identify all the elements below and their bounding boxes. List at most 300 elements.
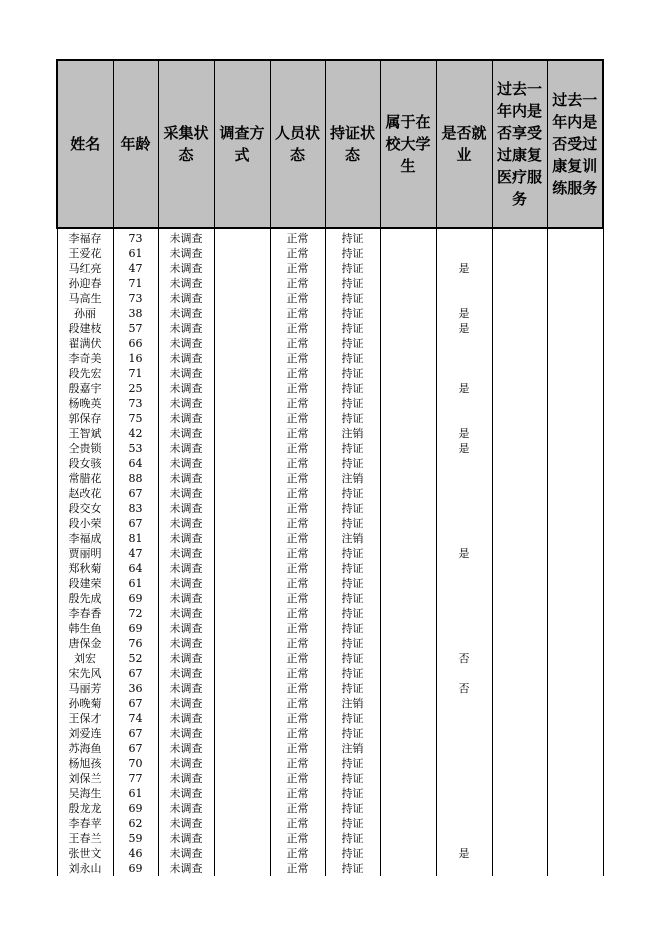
cell-person-status[interactable]: 正常: [270, 771, 325, 786]
cell-collection-status[interactable]: 未调查: [158, 561, 214, 576]
cell-employed[interactable]: [436, 621, 492, 636]
cell-collection-status[interactable]: 未调查: [158, 471, 214, 486]
cell-collection-status[interactable]: 未调查: [158, 591, 214, 606]
cell-rehab-training[interactable]: [547, 441, 603, 456]
cell-age[interactable]: 67: [113, 696, 158, 711]
cell-college-student[interactable]: [380, 576, 436, 591]
cell-collection-status[interactable]: 未调查: [158, 366, 214, 381]
cell-certificate-status[interactable]: 持证: [325, 351, 380, 366]
cell-person-status[interactable]: 正常: [270, 441, 325, 456]
cell-rehab-medical[interactable]: [492, 531, 547, 546]
cell-survey-method[interactable]: [214, 276, 270, 291]
cell-collection-status[interactable]: 未调查: [158, 501, 214, 516]
cell-survey-method[interactable]: [214, 771, 270, 786]
cell-rehab-medical[interactable]: [492, 591, 547, 606]
cell-employed[interactable]: [436, 741, 492, 756]
cell-age[interactable]: 88: [113, 471, 158, 486]
cell-employed[interactable]: 是: [436, 546, 492, 561]
cell-employed[interactable]: [436, 471, 492, 486]
cell-college-student[interactable]: [380, 306, 436, 321]
cell-certificate-status[interactable]: 持证: [325, 261, 380, 276]
cell-college-student[interactable]: [380, 546, 436, 561]
cell-rehab-medical[interactable]: [492, 816, 547, 831]
cell-name[interactable]: 李福成: [57, 531, 113, 546]
cell-certificate-status[interactable]: 持证: [325, 486, 380, 501]
cell-rehab-medical[interactable]: [492, 861, 547, 876]
cell-rehab-training[interactable]: [547, 246, 603, 261]
cell-college-student[interactable]: [380, 636, 436, 651]
cell-rehab-medical[interactable]: [492, 456, 547, 471]
cell-person-status[interactable]: 正常: [270, 561, 325, 576]
cell-name[interactable]: 段女骇: [57, 456, 113, 471]
cell-name[interactable]: 段先宏: [57, 366, 113, 381]
cell-age[interactable]: 61: [113, 246, 158, 261]
cell-survey-method[interactable]: [214, 621, 270, 636]
cell-college-student[interactable]: [380, 606, 436, 621]
cell-name[interactable]: 常腊花: [57, 471, 113, 486]
cell-college-student[interactable]: [380, 561, 436, 576]
cell-rehab-medical[interactable]: [492, 396, 547, 411]
cell-collection-status[interactable]: 未调查: [158, 456, 214, 471]
cell-employed[interactable]: [436, 666, 492, 681]
cell-survey-method[interactable]: [214, 636, 270, 651]
cell-rehab-medical[interactable]: [492, 786, 547, 801]
cell-survey-method[interactable]: [214, 291, 270, 306]
cell-employed[interactable]: [436, 861, 492, 876]
cell-collection-status[interactable]: 未调查: [158, 246, 214, 261]
cell-certificate-status[interactable]: 持证: [325, 291, 380, 306]
cell-rehab-training[interactable]: [547, 606, 603, 621]
cell-rehab-training[interactable]: [547, 486, 603, 501]
cell-college-student[interactable]: [380, 726, 436, 741]
cell-collection-status[interactable]: 未调查: [158, 426, 214, 441]
cell-person-status[interactable]: 正常: [270, 516, 325, 531]
cell-collection-status[interactable]: 未调查: [158, 516, 214, 531]
cell-collection-status[interactable]: 未调查: [158, 846, 214, 861]
cell-rehab-training[interactable]: [547, 396, 603, 411]
cell-college-student[interactable]: [380, 591, 436, 606]
cell-collection-status[interactable]: 未调查: [158, 711, 214, 726]
cell-employed[interactable]: 否: [436, 651, 492, 666]
cell-collection-status[interactable]: 未调查: [158, 351, 214, 366]
cell-rehab-training[interactable]: [547, 696, 603, 711]
cell-person-status[interactable]: 正常: [270, 666, 325, 681]
header-rehab-training[interactable]: 过去一年内是否受过康复训练服务: [547, 60, 603, 228]
cell-rehab-medical[interactable]: [492, 471, 547, 486]
cell-survey-method[interactable]: [214, 231, 270, 246]
cell-college-student[interactable]: [380, 831, 436, 846]
cell-certificate-status[interactable]: 持证: [325, 441, 380, 456]
cell-college-student[interactable]: [380, 366, 436, 381]
cell-college-student[interactable]: [380, 381, 436, 396]
cell-rehab-medical[interactable]: [492, 846, 547, 861]
cell-college-student[interactable]: [380, 456, 436, 471]
cell-person-status[interactable]: 正常: [270, 411, 325, 426]
cell-name[interactable]: 马高生: [57, 291, 113, 306]
cell-college-student[interactable]: [380, 531, 436, 546]
cell-survey-method[interactable]: [214, 711, 270, 726]
cell-person-status[interactable]: 正常: [270, 726, 325, 741]
cell-college-student[interactable]: [380, 681, 436, 696]
cell-name[interactable]: 杨晚英: [57, 396, 113, 411]
cell-age[interactable]: 73: [113, 231, 158, 246]
cell-rehab-medical[interactable]: [492, 351, 547, 366]
cell-age[interactable]: 66: [113, 336, 158, 351]
cell-college-student[interactable]: [380, 816, 436, 831]
cell-employed[interactable]: [436, 576, 492, 591]
cell-survey-method[interactable]: [214, 366, 270, 381]
cell-rehab-training[interactable]: [547, 381, 603, 396]
cell-employed[interactable]: [436, 351, 492, 366]
cell-rehab-medical[interactable]: [492, 366, 547, 381]
cell-rehab-training[interactable]: [547, 336, 603, 351]
cell-certificate-status[interactable]: 持证: [325, 816, 380, 831]
cell-rehab-training[interactable]: [547, 786, 603, 801]
cell-survey-method[interactable]: [214, 396, 270, 411]
cell-person-status[interactable]: 正常: [270, 396, 325, 411]
cell-employed[interactable]: [436, 636, 492, 651]
cell-collection-status[interactable]: 未调查: [158, 696, 214, 711]
cell-rehab-medical[interactable]: [492, 486, 547, 501]
cell-age[interactable]: 69: [113, 621, 158, 636]
cell-name[interactable]: 殷先成: [57, 591, 113, 606]
cell-collection-status[interactable]: 未调查: [158, 531, 214, 546]
cell-age[interactable]: 67: [113, 741, 158, 756]
cell-certificate-status[interactable]: 持证: [325, 651, 380, 666]
cell-person-status[interactable]: 正常: [270, 696, 325, 711]
cell-name[interactable]: 王智斌: [57, 426, 113, 441]
cell-name[interactable]: 郭保存: [57, 411, 113, 426]
cell-collection-status[interactable]: 未调查: [158, 396, 214, 411]
cell-name[interactable]: 吴海生: [57, 786, 113, 801]
cell-survey-method[interactable]: [214, 576, 270, 591]
cell-name[interactable]: 唐保金: [57, 636, 113, 651]
cell-college-student[interactable]: [380, 426, 436, 441]
cell-employed[interactable]: [436, 366, 492, 381]
cell-name[interactable]: 张世文: [57, 846, 113, 861]
cell-rehab-medical[interactable]: [492, 576, 547, 591]
cell-person-status[interactable]: 正常: [270, 501, 325, 516]
cell-age[interactable]: 67: [113, 486, 158, 501]
cell-certificate-status[interactable]: 注销: [325, 696, 380, 711]
cell-employed[interactable]: [436, 606, 492, 621]
cell-employed[interactable]: [436, 486, 492, 501]
cell-rehab-training[interactable]: [547, 411, 603, 426]
cell-survey-method[interactable]: [214, 606, 270, 621]
cell-certificate-status[interactable]: 持证: [325, 771, 380, 786]
cell-person-status[interactable]: 正常: [270, 816, 325, 831]
cell-person-status[interactable]: 正常: [270, 426, 325, 441]
cell-age[interactable]: 71: [113, 276, 158, 291]
cell-rehab-medical[interactable]: [492, 231, 547, 246]
cell-certificate-status[interactable]: 持证: [325, 576, 380, 591]
cell-rehab-medical[interactable]: [492, 741, 547, 756]
cell-rehab-training[interactable]: [547, 351, 603, 366]
cell-collection-status[interactable]: 未调查: [158, 606, 214, 621]
cell-rehab-medical[interactable]: [492, 246, 547, 261]
cell-rehab-medical[interactable]: [492, 546, 547, 561]
cell-certificate-status[interactable]: 持证: [325, 726, 380, 741]
cell-college-student[interactable]: [380, 756, 436, 771]
cell-rehab-training[interactable]: [547, 666, 603, 681]
cell-survey-method[interactable]: [214, 666, 270, 681]
cell-person-status[interactable]: 正常: [270, 576, 325, 591]
cell-name[interactable]: 李奇美: [57, 351, 113, 366]
cell-certificate-status[interactable]: 持证: [325, 276, 380, 291]
cell-person-status[interactable]: 正常: [270, 381, 325, 396]
cell-collection-status[interactable]: 未调查: [158, 771, 214, 786]
cell-rehab-training[interactable]: [547, 801, 603, 816]
cell-survey-method[interactable]: [214, 846, 270, 861]
cell-age[interactable]: 71: [113, 366, 158, 381]
cell-college-student[interactable]: [380, 516, 436, 531]
cell-collection-status[interactable]: 未调查: [158, 381, 214, 396]
cell-rehab-medical[interactable]: [492, 321, 547, 336]
cell-collection-status[interactable]: 未调查: [158, 231, 214, 246]
cell-employed[interactable]: [436, 771, 492, 786]
cell-person-status[interactable]: 正常: [270, 801, 325, 816]
cell-name[interactable]: 刘爱连: [57, 726, 113, 741]
cell-age[interactable]: 61: [113, 576, 158, 591]
cell-college-student[interactable]: [380, 666, 436, 681]
cell-rehab-training[interactable]: [547, 591, 603, 606]
cell-age[interactable]: 69: [113, 591, 158, 606]
cell-employed[interactable]: [436, 711, 492, 726]
cell-collection-status[interactable]: 未调查: [158, 861, 214, 876]
cell-survey-method[interactable]: [214, 726, 270, 741]
cell-age[interactable]: 70: [113, 756, 158, 771]
cell-college-student[interactable]: [380, 276, 436, 291]
cell-collection-status[interactable]: 未调查: [158, 666, 214, 681]
cell-certificate-status[interactable]: 持证: [325, 321, 380, 336]
cell-name[interactable]: 王春兰: [57, 831, 113, 846]
cell-survey-method[interactable]: [214, 516, 270, 531]
cell-rehab-training[interactable]: [547, 501, 603, 516]
cell-age[interactable]: 57: [113, 321, 158, 336]
cell-employed[interactable]: 是: [436, 426, 492, 441]
cell-college-student[interactable]: [380, 801, 436, 816]
cell-certificate-status[interactable]: 持证: [325, 336, 380, 351]
cell-rehab-medical[interactable]: [492, 276, 547, 291]
cell-survey-method[interactable]: [214, 456, 270, 471]
cell-name[interactable]: 刘宏: [57, 651, 113, 666]
cell-age[interactable]: 64: [113, 456, 158, 471]
cell-person-status[interactable]: 正常: [270, 486, 325, 501]
cell-rehab-medical[interactable]: [492, 516, 547, 531]
cell-survey-method[interactable]: [214, 486, 270, 501]
cell-certificate-status[interactable]: 持证: [325, 636, 380, 651]
cell-rehab-training[interactable]: [547, 846, 603, 861]
header-name[interactable]: 姓名: [57, 60, 113, 228]
cell-rehab-training[interactable]: [547, 816, 603, 831]
cell-collection-status[interactable]: 未调查: [158, 756, 214, 771]
cell-certificate-status[interactable]: 持证: [325, 786, 380, 801]
cell-rehab-medical[interactable]: [492, 261, 547, 276]
cell-collection-status[interactable]: 未调查: [158, 636, 214, 651]
cell-college-student[interactable]: [380, 231, 436, 246]
cell-college-student[interactable]: [380, 411, 436, 426]
cell-name[interactable]: 孙丽: [57, 306, 113, 321]
cell-survey-method[interactable]: [214, 786, 270, 801]
cell-rehab-medical[interactable]: [492, 411, 547, 426]
cell-collection-status[interactable]: 未调查: [158, 651, 214, 666]
cell-name[interactable]: 杨旭孩: [57, 756, 113, 771]
header-college-student[interactable]: 属于在校大学生: [380, 60, 436, 228]
cell-age[interactable]: 73: [113, 291, 158, 306]
cell-collection-status[interactable]: 未调查: [158, 816, 214, 831]
cell-name[interactable]: 段建枝: [57, 321, 113, 336]
cell-name[interactable]: 段交女: [57, 501, 113, 516]
cell-rehab-medical[interactable]: [492, 306, 547, 321]
cell-age[interactable]: 72: [113, 606, 158, 621]
cell-certificate-status[interactable]: 注销: [325, 471, 380, 486]
cell-rehab-medical[interactable]: [492, 426, 547, 441]
cell-certificate-status[interactable]: 持证: [325, 666, 380, 681]
cell-certificate-status[interactable]: 持证: [325, 366, 380, 381]
cell-survey-method[interactable]: [214, 756, 270, 771]
header-survey-method[interactable]: 调查方式: [214, 60, 270, 228]
cell-survey-method[interactable]: [214, 531, 270, 546]
cell-name[interactable]: 孙晚菊: [57, 696, 113, 711]
cell-rehab-medical[interactable]: [492, 561, 547, 576]
cell-survey-method[interactable]: [214, 321, 270, 336]
cell-collection-status[interactable]: 未调查: [158, 321, 214, 336]
cell-certificate-status[interactable]: 持证: [325, 681, 380, 696]
cell-college-student[interactable]: [380, 846, 436, 861]
cell-name[interactable]: 殷嘉宇: [57, 381, 113, 396]
cell-name[interactable]: 李春苹: [57, 816, 113, 831]
cell-person-status[interactable]: 正常: [270, 711, 325, 726]
cell-person-status[interactable]: 正常: [270, 336, 325, 351]
cell-rehab-training[interactable]: [547, 276, 603, 291]
cell-employed[interactable]: [436, 396, 492, 411]
cell-name[interactable]: 段建荣: [57, 576, 113, 591]
cell-certificate-status[interactable]: 持证: [325, 561, 380, 576]
cell-person-status[interactable]: 正常: [270, 291, 325, 306]
cell-certificate-status[interactable]: 持证: [325, 801, 380, 816]
cell-name[interactable]: 刘保兰: [57, 771, 113, 786]
cell-age[interactable]: 38: [113, 306, 158, 321]
cell-survey-method[interactable]: [214, 471, 270, 486]
cell-employed[interactable]: 是: [436, 261, 492, 276]
cell-rehab-medical[interactable]: [492, 831, 547, 846]
cell-employed[interactable]: [436, 756, 492, 771]
cell-survey-method[interactable]: [214, 306, 270, 321]
cell-rehab-training[interactable]: [547, 861, 603, 876]
header-collection-status[interactable]: 采集状态: [158, 60, 214, 228]
cell-certificate-status[interactable]: 持证: [325, 501, 380, 516]
cell-age[interactable]: 67: [113, 666, 158, 681]
cell-certificate-status[interactable]: 持证: [325, 411, 380, 426]
cell-employed[interactable]: [436, 276, 492, 291]
cell-college-student[interactable]: [380, 321, 436, 336]
cell-person-status[interactable]: 正常: [270, 231, 325, 246]
cell-name[interactable]: 马红亮: [57, 261, 113, 276]
cell-person-status[interactable]: 正常: [270, 456, 325, 471]
cell-employed[interactable]: [436, 816, 492, 831]
cell-person-status[interactable]: 正常: [270, 246, 325, 261]
cell-person-status[interactable]: 正常: [270, 471, 325, 486]
cell-college-student[interactable]: [380, 771, 436, 786]
cell-name[interactable]: 仝贵锁: [57, 441, 113, 456]
cell-certificate-status[interactable]: 注销: [325, 426, 380, 441]
cell-rehab-medical[interactable]: [492, 441, 547, 456]
cell-person-status[interactable]: 正常: [270, 261, 325, 276]
cell-rehab-medical[interactable]: [492, 666, 547, 681]
cell-rehab-training[interactable]: [547, 741, 603, 756]
cell-rehab-training[interactable]: [547, 516, 603, 531]
cell-rehab-training[interactable]: [547, 561, 603, 576]
cell-rehab-training[interactable]: [547, 756, 603, 771]
cell-rehab-training[interactable]: [547, 651, 603, 666]
cell-name[interactable]: 王爱花: [57, 246, 113, 261]
cell-collection-status[interactable]: 未调查: [158, 411, 214, 426]
cell-age[interactable]: 75: [113, 411, 158, 426]
cell-name[interactable]: 苏海鱼: [57, 741, 113, 756]
cell-rehab-training[interactable]: [547, 636, 603, 651]
cell-person-status[interactable]: 正常: [270, 651, 325, 666]
cell-certificate-status[interactable]: 注销: [325, 531, 380, 546]
cell-certificate-status[interactable]: 持证: [325, 861, 380, 876]
cell-person-status[interactable]: 正常: [270, 591, 325, 606]
cell-survey-method[interactable]: [214, 831, 270, 846]
cell-employed[interactable]: [436, 801, 492, 816]
cell-age[interactable]: 25: [113, 381, 158, 396]
cell-college-student[interactable]: [380, 696, 436, 711]
cell-employed[interactable]: 是: [436, 441, 492, 456]
header-person-status[interactable]: 人员状态: [270, 60, 325, 228]
cell-rehab-training[interactable]: [547, 771, 603, 786]
cell-age[interactable]: 76: [113, 636, 158, 651]
cell-person-status[interactable]: 正常: [270, 636, 325, 651]
cell-age[interactable]: 47: [113, 261, 158, 276]
cell-certificate-status[interactable]: 持证: [325, 846, 380, 861]
cell-age[interactable]: 64: [113, 561, 158, 576]
cell-person-status[interactable]: 正常: [270, 681, 325, 696]
cell-name[interactable]: 赵改花: [57, 486, 113, 501]
cell-survey-method[interactable]: [214, 546, 270, 561]
cell-collection-status[interactable]: 未调查: [158, 786, 214, 801]
cell-certificate-status[interactable]: 注销: [325, 741, 380, 756]
cell-rehab-training[interactable]: [547, 306, 603, 321]
cell-name[interactable]: 段小荣: [57, 516, 113, 531]
cell-rehab-medical[interactable]: [492, 606, 547, 621]
cell-survey-method[interactable]: [214, 336, 270, 351]
cell-college-student[interactable]: [380, 486, 436, 501]
cell-person-status[interactable]: 正常: [270, 786, 325, 801]
cell-certificate-status[interactable]: 持证: [325, 306, 380, 321]
cell-age[interactable]: 67: [113, 726, 158, 741]
cell-name[interactable]: 郑秋菊: [57, 561, 113, 576]
cell-employed[interactable]: [436, 591, 492, 606]
cell-age[interactable]: 16: [113, 351, 158, 366]
cell-certificate-status[interactable]: 持证: [325, 756, 380, 771]
cell-certificate-status[interactable]: 持证: [325, 246, 380, 261]
cell-survey-method[interactable]: [214, 816, 270, 831]
cell-college-student[interactable]: [380, 246, 436, 261]
cell-collection-status[interactable]: 未调查: [158, 291, 214, 306]
cell-rehab-training[interactable]: [547, 321, 603, 336]
cell-employed[interactable]: 是: [436, 846, 492, 861]
cell-employed[interactable]: 是: [436, 321, 492, 336]
cell-person-status[interactable]: 正常: [270, 846, 325, 861]
cell-rehab-training[interactable]: [547, 231, 603, 246]
cell-person-status[interactable]: 正常: [270, 606, 325, 621]
cell-rehab-training[interactable]: [547, 291, 603, 306]
cell-employed[interactable]: [436, 336, 492, 351]
cell-employed[interactable]: [436, 531, 492, 546]
cell-collection-status[interactable]: 未调查: [158, 831, 214, 846]
